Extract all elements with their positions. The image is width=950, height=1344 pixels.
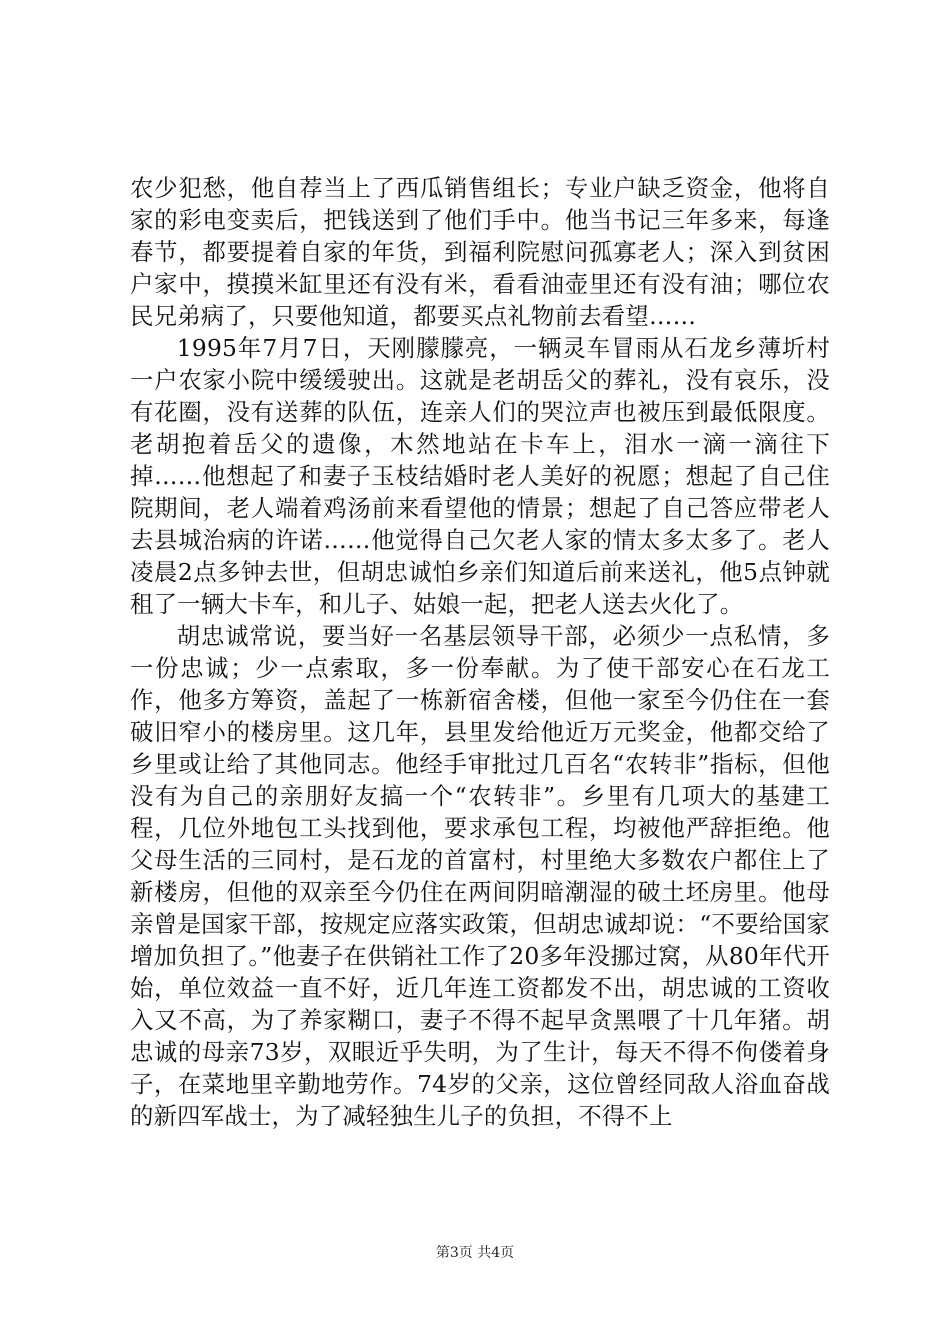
- paragraph-continued: 农少犯愁，他自荐当上了西瓜销售组长；专业户缺乏资金，他将自家的彩电变卖后，把钱送到了他们手中。他当书记三年多来，每逢春节，都要提着自家的年货，到福利院慰问孤寡老人；深入到贫困户家中，摸摸米缸里还有没有米，看看油壶里还有没有油；哪位农民兄弟病了，只要他知道，都要买点礼物前去看望……: [130, 174, 830, 330]
- page-number-footer: 第3页 共4页: [435, 1245, 515, 1261]
- document-body: [130, 172, 830, 1132]
- paragraph-funeral: 1995年7月7日，天刚朦朦亮，一辆灵车冒雨从石龙乡薄圻村一户农家小院中缓缓驶出。这就是老胡岳父的葬礼，没有哀乐，没有花圈，没有送葬的队伍，连亲人们的哭泣声也被压到最低限度。老胡抱着岳父的遗像，木然地站在卡车上，泪水一滴一滴往下掉……他想起了和妻子玉枝结婚时老人美好的祝愿；想起了自己住院期间，老人端着鸡汤前来看望他的情景；想起了自己答应带老人去县城治病的许诺……他觉得自己欠老人家的情太多太多了。老人凌晨2点多钟去世，但胡忠诚怕乡亲们知道后前来送礼，他5点钟就租了一辆大卡车，和儿子、姑娘一起，把老人送去火化了。: [130, 334, 830, 618]
- paragraph-integrity: 胡忠诚常说，要当好一名基层领导干部，必须少一点私情，多一份忠诚；少一点索取，多一份奉献。为了使干部安心在石龙工作，他多方筹资，盖起了一栋新宿舍楼，但他一家至今仍住在一套破旧窄小的楼房里。这几年，县里发给他近万元奖金，他都交给了乡里或让给了其他同志。他经手审批过几百名“农转非”指标，但他没有为自己的亲朋好友搞一个“农转非”。乡里有几项大的基建工程，几位外地包工头找到他，要求承包工程，均被他严辞拒绝。他父母生活的三同村，是石龙的首富村，村里绝大多数农户都住上了新楼房，但他的双亲至今仍住在两间阴暗潮湿的破土坯房里。他母亲曾是国家干部，按规定应落实政策，但胡忠诚却说：“不要给国家增加负担了。”他妻子在供销社工作了20多年没挪过窝，从80年代开始，单位效益一直不好，近几年连工资都发不出，胡忠诚的工资收入又不高，为了养家糊口，妻子不得不起早贪黑喂了十几年猪。胡忠诚的母亲73岁，双眼近乎失明，为了生计，每天不得不佝偻着身子，在菜地里辛勤地劳作。74岁的父亲，这位曾经同敌人浴血奋战的新四军战士，为了减轻独生儿子的负担，不得不上: [130, 622, 830, 1130]
